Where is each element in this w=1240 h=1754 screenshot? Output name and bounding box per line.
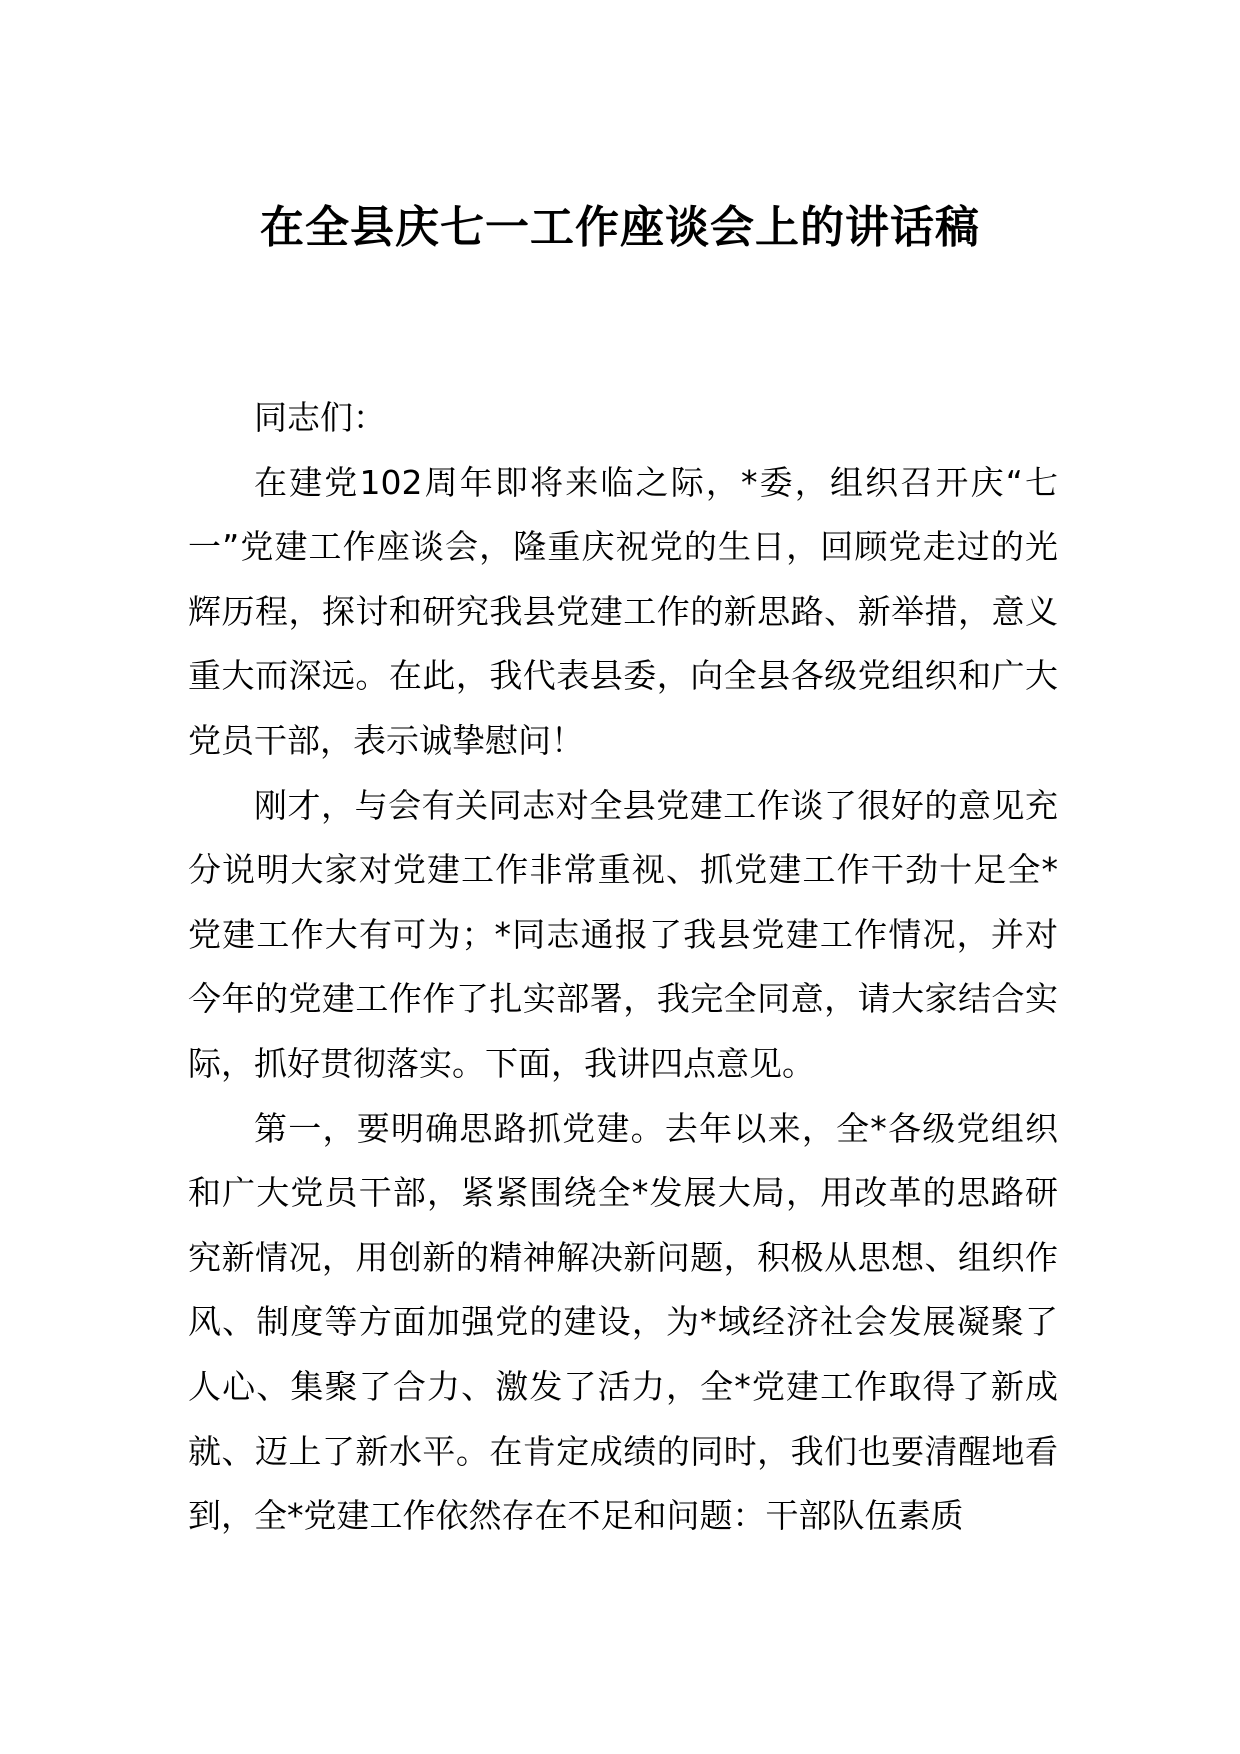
- paragraph-remarks: 刚才，与会有关同志对全县党建工作谈了很好的意见充分说明大家对党建工作非常重视、抓党建工作干劲十足全*党建工作大有可为；*同志通报了我县党建工作情况，并对今年的党建工作作了扎实部署，我完全同意，请大家结合实际，抓好贯彻落实。下面，我讲四点意见。: [188, 785, 1058, 1083]
- paragraph-point-one: 第一，要明确思路抓党建。去年以来，全*各级党组织和广大党员干部，紧紧围绕全*发展大局，用改革的思路研究新情况，用创新的精神解决新问题，积极从思想、组织作风、制度等方面加强党的建设，为*域经济社会发展凝聚了人心、集聚了合力、激发了活力，全*党建工作取得了新成就、迈上了新水平。在肯定成绩的同时，我们也要清醒地看到，全*党建工作依然存在不足和问题：干部队伍素质: [188, 1108, 1058, 1536]
- document-body: [188, 386, 1058, 1549]
- paragraph-intro: 在建党102周年即将来临之际，*委，组织召开庆“七一”党建工作座谈会，隆重庆祝党的生日，回顾党走过的光辉历程，探讨和研究我县党建工作的新思路、新举措，意义重大而深远。在此，我代表县委，向全县各级党组织和广大党员干部，表示诚挚慰问！: [188, 462, 1058, 760]
- document-title: 在全县庆七一工作座谈会上的讲话稿: [260, 202, 980, 253]
- salutation: 同志们：: [254, 398, 386, 437]
